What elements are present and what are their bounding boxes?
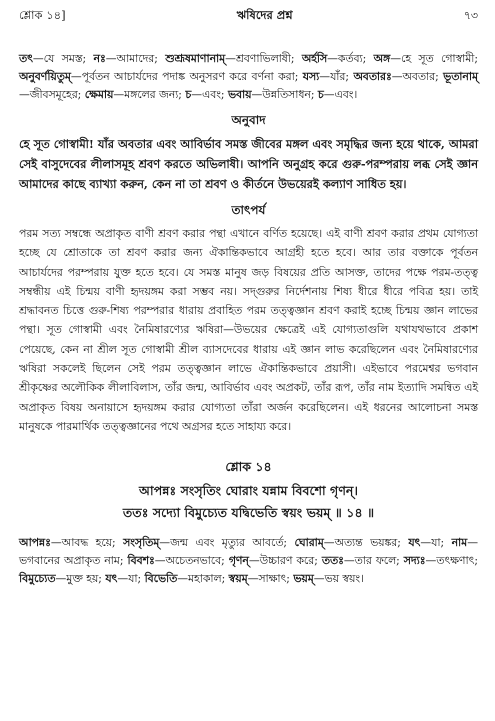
synonym-word: বিমুচ্যেত [19,572,56,586]
verse-line-2: ততঃ সদ্যো বিমুচ্যেত যদ্বিভেতি স্বয়ং ভয়ম্ ॥ ১৪ ॥ [122,505,375,521]
page-number: ৭৩ [463,9,478,22]
synonym-word: চ [317,88,324,101]
chapter-title: ঋষিদের প্রশ্ন [236,8,293,22]
verse-line-1: আপন্নঃ সংসৃতিং ঘোরাং যন্নাম বিবশো গৃণন্। [139,483,358,499]
synonym-meaning: সাক্ষাৎ [258,572,287,586]
translation-text: হে সূত গোস্বামী! যাঁর অবতার এবং আবির্ভাব সমস্ত জীবের মঙ্গল এবং সমৃদ্ধির জন্য হয়ে থাকে, আমরা সেই বাসুদেবের লীলাসমূহ শ্রবণ করতে অভিলাষী। আপনি অনুগ্রহ করে গুরু-পরম্পরায় লব্ধ সেই জ্ঞান আমাদের কাছে ব্যাখ্যা করুন, কেন না তা শ্রবণ ও কীর্তনে উভয়েরই কল্যাণ সাধিত হয়। [19,137,478,191]
synonym-word: সংসৃতিম্ [123,536,160,550]
synonym-word: ভয়ম্ [293,572,314,586]
synonym-meaning: অত্যন্ত ভয়ঙ্কর [334,536,398,550]
synonym-meaning: মুক্ত হয় [66,572,99,586]
synonym-meaning: উন্নতিসাধন [262,88,311,101]
verse-reference: শ্লোক ১৪] [19,8,66,22]
synonym-meaning: অবতার [402,70,436,83]
synonym-word: আপন্নঃ [19,536,51,550]
synonym-meaning: শ্রবণাভিলাষী [235,52,291,65]
synonym-word: গৃণন্ [228,554,249,568]
synonym-word: অবতারঃ [353,70,392,83]
synonym-word: বিভেতি [144,572,178,586]
synonym-word: নাম [451,536,468,550]
synonym-meaning: জীবসমূহের [29,88,78,101]
sanskrit-verse [19,480,478,524]
synonym-meaning: ভগবানের অপ্রাকৃত নাম [19,554,120,568]
synonym-word: ততঃ [321,554,344,568]
synonym-meaning: উচ্চারণ করে [259,554,315,568]
synonym-word: ভবায় [227,88,252,101]
synonym-meaning: তৎক্ষণাৎ [436,554,475,568]
synonym-meaning: অচেতনভাবে [165,554,222,568]
synonym-word: যৎ [408,536,421,550]
synonym-word: ঘোরাম্ [294,536,324,550]
synonym-word: যস্য [302,70,320,83]
synonym-meaning: যাঁর [330,70,346,83]
synonym-word: অনুবর্ণয়িতুম্ [19,70,71,83]
synonym-meaning: ভয় স্বয়ং [324,572,360,586]
synonym-meaning: যা [128,572,138,586]
synonym-meaning: আবদ্ধ হয়ে [61,536,113,550]
synonym-word: ভূতানাম্ [443,70,479,83]
synonym-meaning: তার ফলে [354,554,397,568]
synonym-word: অঙ্গ [373,52,391,65]
synonyms-bottom: আপন্নঃ—আবদ্ধ হয়ে; সংসৃতিম্—জন্ম এবং মৃত্যুর আবর্তে; ঘোরাম্—অত্যন্ত ভয়ঙ্কর; যৎ—যা; নাম—ভগবানের অপ্রাকৃত নাম; বিবশঃ—অচেতনভাবে; গৃণন্—উচ্চারণ করে; ততঃ—তার ফলে; সদ্যঃ—তৎক্ষণাৎ; বিমুচ্যেত—মুক্ত হয়; যৎ—যা; বিভেতি—মহাকাল; স্বয়ম্—সাক্ষাৎ; ভয়ম্—ভয় স্বয়ং। [19,536,478,586]
synonym-word: শুশ্রূষমাণানাম্ [165,52,226,65]
synonym-meaning: পূর্বতন আচার্যদের পদাঙ্ক অনুসরণ করে বর্ণনা করা [81,70,295,83]
synonym-meaning: মহাকাল [188,572,222,586]
synonym-word: সদ্যঃ [403,554,426,568]
synonym-word: নঃ [93,52,106,65]
purport-heading: তাৎপর্য [231,203,266,217]
synonyms-top: তৎ—যে সমস্ত; নঃ—আমাদের; শুশ্রূষমাণানাম্—শ্রবণাভিলাষী; অর্হসি—কর্তব্য; অঙ্গ—হে সূত গোস্বামী; অনুবর্ণয়িতুম্—পূর্বতন আচার্যদের পদাঙ্ক অনুসরণ করে বর্ণনা করা; যস্য—যাঁর; অবতারঃ—অবতার; ভূতানাম্—জীবসমূহের; ক্ষেমায়—মঙ্গলের জন্য; চ—এবং; ভবায়—উন্নতিসাধন; চ—এবং। [19,52,479,101]
synonym-meaning: কর্তব্য [337,52,363,65]
purport-text: পরম সত্য সম্বন্ধে অপ্রাকৃত বাণী শ্রবণ করার পন্থা এখানে বর্ণিত হয়েছে। এই বাণী শ্রবণ করার প্রথম যোগ্যতা হচ্ছে যে শ্রোতাকে তা শ্রবণ করার জন্য ঐকান্তিকভাবে আগ্রহী হতে হবে। আর তার বক্তাকে পূর্বতন আচার্যদের পরম্পরায় যুক্ত হতে হবে। যে সমস্ত মানুষ জড় বিষয়ের প্রতি আসক্ত, তাদের পক্ষে পরম-তত্ত্ব সম্বন্ধীয় এই চিন্ময় বাণী হৃদয়ঙ্গম করা সম্ভব নয়। সদ্গুরুর নির্দেশনায় শিষ্য ধীরে ধীরে পবিত্র হয়। তাই শ্রদ্ধাবনত চিত্তে গুরু-শিষ্য পরম্পরার ধারায় প্রবাহিত পরম তত্ত্বজ্ঞান শ্রবণ করাই হচ্ছে চিন্ময় জ্ঞান লাভের পন্থা। সূত গোস্বামী এবং নৈমিষারণ্যের ঋষিরা—উভয়ের ক্ষেত্রেই এই যোগ্যতাগুলি যথাযথভাবে প্রকাশ পেয়েছে, কেন না শ্রীল সূত গোস্বামী শ্রীল ব্যাসদেবের ধারায় এই জ্ঞান লাভ করেছিলেন এবং নৈমিষারণ্যের ঋষিরা সকলেই ছিলেন সেই পরম তত্ত্বজ্ঞান লাভে ঐকান্তিকভাবে প্রয়াসী। এইভাবে পরমেশ্বর ভগবান শ্রীকৃষ্ণের অলৌকিক লীলাবিলাস, তাঁর জন্ম, আবির্ভাব এবং অপ্রকট, তাঁর রূপ, তাঁর নাম ইত্যাদি সমন্বিত এই অপ্রাকৃত বিষয় অনায়াসে হৃদয়ঙ্গম করার যোগ্যতা তাঁরা অর্জন করেছিলেন। এই ধরনের আলোচনা সমস্ত মানুষকে পারমার্থিক তত্ত্বজ্ঞানের পথে অগ্রসর হতে সাহায্য করে। [19,227,478,433]
synonym-meaning: এবং [334,88,354,101]
synonym-meaning: মঙ্গলের জন্য [124,88,179,101]
translation-heading: অনুবাদ [231,113,266,127]
synonym-word: স্বয়ম্ [228,572,248,586]
synonym-meaning: যে সমস্ত [43,52,83,65]
synonym-word: বিবশঃ [127,554,155,568]
synonym-meaning: এবং [202,88,221,101]
synonym-word: তৎ [19,52,33,65]
synonym-meaning: যা [431,536,441,550]
synonym-meaning: হে সূত গোস্বামী [400,52,475,65]
synonym-meaning: জন্ম এবং মৃত্যুর আবর্তে [170,536,284,550]
running-header [19,4,478,26]
synonym-meaning: আমাদের [116,52,155,65]
synonym-word: অর্হসি [301,52,328,65]
verse-heading: শ্লোক ১৪ [225,459,272,475]
synonym-word: চ [185,88,192,101]
synonym-word: যৎ [105,572,118,586]
synonym-word: ক্ষেমায় [84,88,114,101]
